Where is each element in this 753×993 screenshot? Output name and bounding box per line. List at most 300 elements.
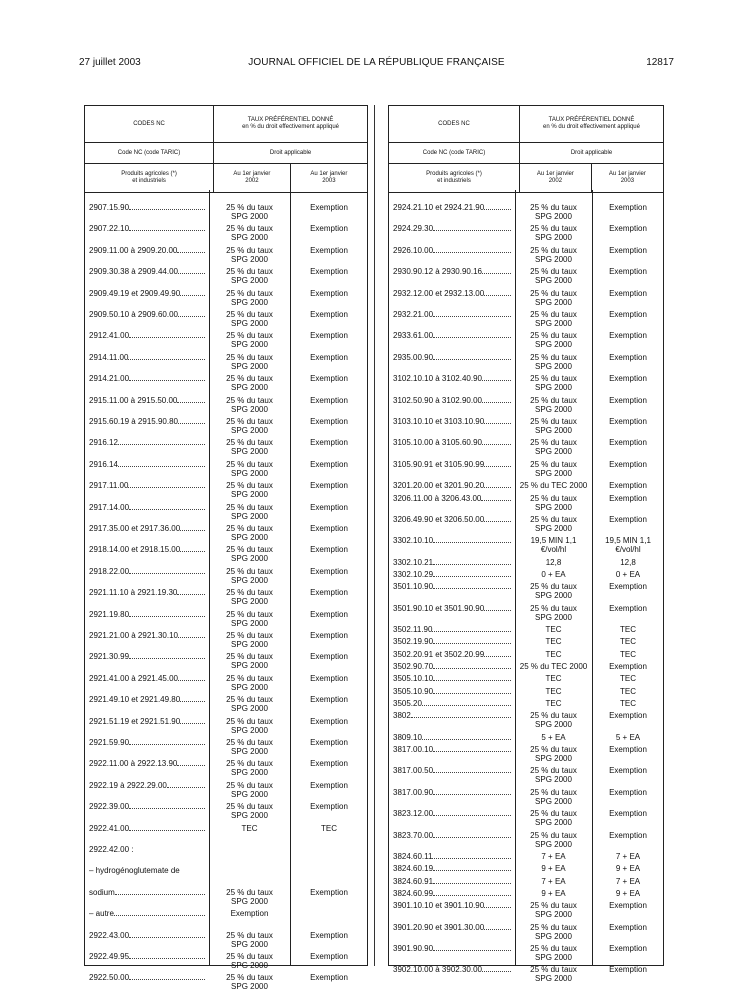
rate-2003: [290, 503, 368, 512]
rate-2002-line: SPG 2000: [535, 383, 572, 393]
nc-code-text: 2914.21.00: [89, 374, 130, 384]
nc-code: [393, 515, 511, 524]
nc-code: [393, 944, 511, 953]
rate-2002: [209, 331, 290, 349]
rate-2003-line: Exemption: [609, 922, 647, 932]
table-header-left: [85, 106, 367, 193]
rate-2003-line: Exemption: [310, 652, 348, 662]
rate-2002-line: 25 % du taux: [226, 695, 273, 705]
rate-2002-line: 25 % du taux: [226, 331, 273, 341]
rate-2002-line: 25 % du taux: [530, 582, 577, 592]
rate-2002-line: 0 + EA: [541, 570, 566, 579]
nc-code-text: 2933.61.00: [393, 331, 434, 341]
rate-2003: [592, 267, 664, 276]
nc-code-text: 2918.22.00: [89, 566, 130, 576]
nc-code-text: 3901.90.90: [393, 943, 434, 953]
rate-2003-line: Exemption: [609, 310, 647, 319]
rate-2003-line: Exemption: [609, 830, 647, 840]
rate-2003: [290, 931, 368, 940]
nc-code: [89, 417, 205, 426]
rate-2003-line: TEC: [620, 637, 636, 647]
leader-dots: [118, 438, 205, 445]
nc-code-text: sodium: [89, 887, 115, 897]
produits-header-line2: et industriels: [437, 178, 471, 184]
table-row: [85, 909, 367, 929]
nc-code-text: 2922.39.00: [89, 802, 130, 812]
rate-2002-line: SPG 2000: [535, 404, 572, 414]
rate-2002: [515, 944, 592, 962]
leader-dots: [484, 417, 511, 424]
leader-dots: [129, 224, 205, 231]
rate-2002: [515, 766, 592, 784]
nc-code: [89, 438, 205, 447]
table-row: [389, 396, 663, 416]
rate-2002-line: 25 % du taux: [226, 652, 273, 662]
rate-2002-line: SPG 2000: [231, 575, 268, 585]
table-row: [389, 733, 663, 744]
rate-2003-line: 7 + EA: [615, 851, 641, 861]
leader-dots: [178, 417, 205, 424]
rate-2002-line: SPG 2000: [535, 319, 572, 328]
leader-dots: [482, 438, 511, 445]
rate-2003: [592, 417, 664, 426]
rate-2002: [209, 267, 290, 285]
rate-2003: [290, 438, 368, 447]
rate-2002-line: 25 % du taux: [530, 493, 577, 503]
leader-dots: [180, 695, 205, 702]
rate-2003-line: Exemption: [310, 224, 348, 234]
rate-2003-line: 7 + EA: [615, 876, 641, 886]
rate-2003-line: Exemption: [310, 695, 348, 705]
leader-dots: [129, 610, 205, 617]
nc-code-text: 2921.21.00 à 2921.30.10: [89, 631, 178, 640]
table-row: [389, 310, 663, 330]
nc-code-text: 2921.30.99: [89, 652, 130, 662]
rate-2003: [290, 802, 368, 811]
nc-code-text: 2914.11.00: [89, 352, 129, 362]
nc-code: [393, 745, 511, 754]
rate-2002: [209, 203, 290, 221]
nc-code: [393, 396, 511, 405]
au-2002-line1: Au 1er janvier: [233, 171, 271, 177]
rate-2002-line: 25 % du taux: [530, 267, 577, 277]
leader-dots: [177, 396, 205, 403]
leader-dots: [433, 766, 511, 773]
nc-code: [89, 396, 205, 405]
table-row: [389, 944, 663, 964]
taux-header-line1: TAUX PRÉFÉRENTIEL DONNÉ: [247, 117, 334, 123]
rate-2003: [592, 650, 664, 659]
rate-2003-line: 12,8: [620, 557, 636, 567]
rate-2003-line: Exemption: [609, 395, 647, 405]
leader-dots: [481, 494, 511, 501]
rate-2003: [290, 631, 368, 640]
rate-2002-line: SPG 2000: [231, 297, 268, 307]
table-row: [85, 973, 367, 993]
leader-dots: [128, 481, 205, 488]
table-row: [389, 852, 663, 863]
rate-2002-line: SPG 2000: [535, 426, 572, 435]
leader-dots: [178, 674, 205, 681]
nc-code: [393, 809, 511, 818]
leader-dots: [433, 224, 511, 231]
nc-code-text: 3102.50.90 à 3102.90.00: [393, 395, 482, 405]
rate-2002-line: SPG 2000: [231, 896, 268, 906]
produits-header: [85, 164, 214, 193]
nc-code-text: 2918.14.00 et 2918.15.00: [89, 545, 181, 555]
au-2003-line2: 2003: [322, 178, 336, 184]
taux-header-line1: TAUX PRÉFÉRENTIEL DONNÉ: [548, 117, 635, 123]
rate-2003: [290, 545, 368, 554]
au-2003-header: [290, 164, 367, 193]
leader-dots: [180, 289, 205, 296]
rate-2003: [592, 662, 664, 671]
leader-dots: [482, 267, 511, 274]
rate-2002-line: SPG 2000: [231, 276, 268, 286]
rate-2002-line: SPG 2000: [535, 796, 572, 806]
rate-2003-line: €/vol/hl: [615, 545, 641, 555]
rate-2002: [515, 809, 592, 827]
nc-code-text: 2915.60.19 à 2915.90.80: [89, 417, 178, 426]
nc-code-text: 3105.10.00 à 3105.60.90: [393, 438, 482, 448]
leader-dots: [177, 588, 205, 595]
rate-2003-line: TEC: [620, 649, 636, 659]
nc-code-text: 2921.49.10 et 2921.49.80: [89, 695, 181, 705]
nc-code: [393, 460, 511, 469]
rate-2002-line: SPG 2000: [231, 725, 268, 735]
nc-code-text: 3505.10.10: [393, 674, 434, 684]
leader-dots: [129, 652, 205, 659]
nc-code-text: 3502.11.90: [393, 625, 433, 635]
rate-2003-line: Exemption: [609, 438, 647, 448]
rate-2003-line: Exemption: [310, 502, 348, 512]
rate-2002-line: 25 % du taux: [530, 711, 577, 721]
table-row: [389, 224, 663, 244]
nc-code: [393, 901, 511, 910]
leader-dots: [115, 888, 205, 895]
nc-code-text: 3809.10: [393, 732, 422, 742]
nc-code-text: 2922.50.00: [89, 973, 130, 983]
table-row: [85, 524, 367, 544]
nc-code: [89, 759, 205, 768]
nc-code: [393, 558, 511, 567]
table-row: [85, 310, 367, 330]
rate-2002-line: 7 + EA: [541, 851, 566, 861]
rate-2003: [290, 738, 368, 747]
rate-2002-line: SPG 2000: [535, 523, 572, 533]
rate-2003-line: Exemption: [310, 673, 348, 683]
nc-code-text: 3501.90.10 et 3501.90.90: [393, 603, 485, 613]
rate-2003: [592, 699, 664, 708]
table-row: [85, 845, 367, 865]
rate-2002-line: 25 % du taux: [530, 224, 577, 234]
leader-dots: [482, 396, 511, 403]
rate-2003-line: Exemption: [310, 245, 348, 255]
au-2002-line2: 2002: [548, 178, 563, 184]
rate-2003-line: TEC: [321, 823, 337, 833]
rate-2002: [209, 824, 290, 833]
rate-2002-line: SPG 2000: [231, 661, 268, 671]
nc-code: [393, 864, 511, 873]
table-row: [389, 711, 663, 731]
rate-2003: [592, 396, 664, 405]
table-row: [85, 781, 367, 801]
rate-2002-line: 25 % du taux: [530, 438, 577, 448]
rate-2003-line: Exemption: [609, 481, 647, 491]
rate-2002-line: 9 + EA: [541, 864, 566, 874]
nc-code-text: 2924.21.10 et 2924.21.90: [393, 203, 485, 212]
nc-code-text: 2922.49.95: [89, 952, 130, 961]
rate-2002: [515, 374, 592, 392]
nc-code: [393, 604, 511, 613]
rate-2002-line: 25 % du taux: [530, 603, 577, 613]
rate-2003-line: Exemption: [609, 901, 647, 911]
rate-2002: [515, 852, 592, 861]
rate-2002: [209, 460, 290, 478]
nc-code: [89, 524, 205, 533]
rate-2002: [209, 931, 290, 949]
rate-2002: [515, 396, 592, 414]
rate-2003: [592, 889, 664, 898]
header-title: JOURNAL OFFICIEL DE LA RÉPUBLIQUE FRANÇAISE: [248, 57, 505, 68]
rate-2002: [515, 923, 592, 941]
rate-2002-line: 25 % du taux: [530, 245, 577, 255]
rate-2002: [515, 711, 592, 729]
codes-nc-header: CODES NC: [389, 106, 520, 143]
nc-code: [89, 224, 205, 233]
rate-2003: [290, 888, 368, 897]
nc-code-text: – autre: [89, 909, 114, 919]
rate-2003-line: Exemption: [310, 395, 348, 405]
table-row: [389, 901, 663, 921]
leader-dots: [180, 545, 205, 552]
rate-2002-line: SPG 2000: [231, 704, 268, 714]
table-row: [85, 931, 367, 951]
rate-2003: [290, 674, 368, 683]
rate-2002-line: SPG 2000: [231, 961, 268, 970]
nc-code-text: 2921.11.10 à 2921.19.30: [89, 588, 178, 598]
table-row: [389, 864, 663, 875]
nc-code-text: 3901.20.90 et 3901.30.00: [393, 922, 485, 932]
rate-2002-line: 25 % du taux: [530, 830, 577, 840]
rate-2003: [592, 733, 664, 742]
rate-2002-line: 25 % du taux: [226, 417, 273, 426]
rate-2003: [290, 781, 368, 790]
rate-2003: [290, 717, 368, 726]
table-row: [85, 438, 367, 458]
rate-2002-line: SPG 2000: [535, 974, 572, 984]
leader-dots: [433, 310, 511, 317]
rate-2002: [209, 353, 290, 371]
rate-2002: [209, 695, 290, 713]
rate-2002-line: 25 % du taux: [530, 943, 577, 953]
table-row: [389, 809, 663, 829]
rate-2002-line: 5 + EA: [541, 732, 566, 742]
leader-dots: [422, 699, 511, 706]
rate-2003-line: Exemption: [310, 738, 348, 747]
rate-2002: [515, 831, 592, 849]
nc-code-text: 3901.10.10 et 3901.10.90: [393, 901, 485, 911]
rate-2003: [290, 973, 368, 982]
table-row: [85, 481, 367, 501]
rate-2002-line: 25 % du taux: [226, 716, 273, 726]
leader-dots: [433, 570, 511, 577]
rate-2002-line: SPG 2000: [231, 533, 268, 542]
nc-code-text: 3302.10.10: [393, 536, 434, 546]
rate-2003-line: 9 + EA: [615, 864, 641, 874]
rate-2003-line: Exemption: [609, 267, 647, 277]
rate-2003: [592, 745, 664, 754]
table-row: [389, 481, 663, 492]
nc-code-text: 3817.00.90: [393, 787, 434, 797]
rate-2002: [515, 515, 592, 533]
rate-2002-line: SPG 2000: [535, 591, 572, 601]
leader-dots: [433, 674, 511, 681]
leader-dots: [433, 944, 511, 951]
rate-2002-line: SPG 2000: [535, 931, 572, 941]
rate-2003: [290, 460, 368, 469]
table-row: [389, 662, 663, 673]
leader-dots: [484, 289, 511, 296]
table-row: [389, 203, 663, 223]
rate-2003: [592, 687, 664, 696]
rate-2002: [209, 738, 290, 756]
rate-2003-line: Exemption: [609, 582, 647, 592]
nc-code-text: 3824.60.91: [393, 876, 434, 886]
nc-code-text: – hydrogénoglutemate de: [89, 866, 180, 876]
rate-2002-line: SPG 2000: [231, 640, 268, 649]
rate-2003: [290, 374, 368, 383]
nc-code-text: 3802: [393, 711, 411, 721]
rate-2002-line: SPG 2000: [231, 468, 268, 478]
rate-2002: [515, 604, 592, 622]
rate-2002-line: 25 % du taux: [226, 930, 273, 940]
rate-2002: [515, 224, 592, 242]
nc-code-text: 2912.41.00: [89, 331, 130, 341]
rate-2003-line: Exemption: [310, 566, 348, 576]
nc-code-text: 2907.22.10: [89, 224, 130, 234]
table-row: [389, 582, 663, 602]
rate-2002-line: SPG 2000: [535, 233, 572, 243]
rate-2002: [209, 588, 290, 606]
nc-code: [393, 766, 511, 775]
nc-code: [393, 674, 511, 683]
leader-dots: [484, 923, 511, 930]
table-row: [85, 567, 367, 587]
rate-2002: [515, 687, 592, 696]
nc-code-text: 2922.43.00: [89, 930, 130, 940]
rate-2002-line: SPG 2000: [535, 361, 572, 371]
nc-code: [393, 494, 511, 503]
rate-2002-line: SPG 2000: [231, 361, 268, 371]
nc-code: [393, 699, 511, 708]
leader-dots: [129, 567, 205, 574]
rate-2003: [290, 695, 368, 704]
header-page-number: 12817: [646, 57, 674, 68]
nc-code-text: 3817.00.10: [393, 744, 434, 754]
leader-dots: [422, 733, 511, 740]
nc-code: [89, 545, 205, 554]
rate-2003: [592, 203, 664, 212]
rate-2002-line: SPG 2000: [535, 818, 572, 828]
rate-2003: [290, 567, 368, 576]
rate-2002-line: 25 % du taux: [226, 245, 273, 255]
rate-2002: [515, 310, 592, 328]
rate-2003-line: Exemption: [609, 331, 647, 341]
leader-dots: [433, 582, 511, 589]
nc-code-text: 3824.60.99: [393, 888, 434, 898]
rate-2003-line: Exemption: [310, 310, 348, 319]
nc-code-text: 2916.14: [89, 459, 118, 469]
table-row: [85, 396, 367, 416]
nc-code-text: 3302.10.29: [393, 570, 434, 579]
rate-2003-line: Exemption: [609, 493, 647, 503]
nc-code-text: 2909.30.38 à 2909.44.00: [89, 267, 178, 277]
rate-2002-line: SPG 2000: [535, 212, 572, 221]
table-row: [389, 745, 663, 765]
leader-dots: [482, 374, 511, 381]
nc-code: [393, 965, 511, 974]
nc-code: [393, 289, 511, 298]
rate-2003: [592, 246, 664, 255]
table-row: [85, 246, 367, 266]
nc-code: [89, 674, 205, 683]
rate-2003-line: Exemption: [609, 744, 647, 754]
rate-2002: [515, 570, 592, 579]
leader-dots: [129, 973, 205, 980]
rate-2002-line: SPG 2000: [231, 747, 268, 756]
code-nc-taric-header: Code NC (code TARIC): [389, 143, 520, 164]
rate-2003: [592, 809, 664, 818]
rate-2002: [515, 353, 592, 371]
rate-2003-line: Exemption: [609, 766, 647, 776]
leader-dots: [411, 711, 511, 718]
rate-2002-line: 25 % du taux: [226, 802, 273, 812]
rate-2003: [592, 625, 664, 634]
leader-dots: [433, 331, 511, 338]
rate-2002-line: 25 % du taux: [530, 395, 577, 405]
table-row: [85, 717, 367, 737]
rate-2002: [515, 662, 592, 671]
table-row: [389, 637, 663, 648]
table-row: [85, 203, 367, 223]
rate-2002-line: 25 % du TEC 2000: [519, 662, 588, 671]
rate-2003-line: Exemption: [609, 352, 647, 362]
nc-code: [89, 588, 205, 597]
rate-2003: [290, 267, 368, 276]
rate-2002: [515, 267, 592, 285]
rate-2003-line: 19,5 MIN 1,1: [605, 536, 651, 546]
table-row: [389, 788, 663, 808]
rate-2003: [592, 711, 664, 720]
rate-2002: [209, 545, 290, 563]
rate-2002-line: SPG 2000: [535, 612, 572, 622]
rate-2002-line: 7 + EA: [541, 876, 566, 886]
rate-2002-line: SPG 2000: [231, 447, 268, 457]
au-2002-line2: 2002: [245, 178, 259, 184]
rate-2002-line: SPG 2000: [231, 340, 268, 350]
rate-2002-line: SPG 2000: [535, 468, 572, 478]
nc-code: [89, 631, 205, 640]
nc-code-text: 2932.21.00: [393, 310, 434, 319]
rate-2002-line: TEC: [545, 698, 562, 708]
nc-code: [89, 973, 205, 982]
nc-code-text: 2926.10.00: [393, 245, 434, 255]
nc-code-text: 3817.00.50: [393, 766, 434, 776]
table-row: [85, 866, 367, 886]
table-row: [389, 417, 663, 437]
table-row: [85, 545, 367, 565]
